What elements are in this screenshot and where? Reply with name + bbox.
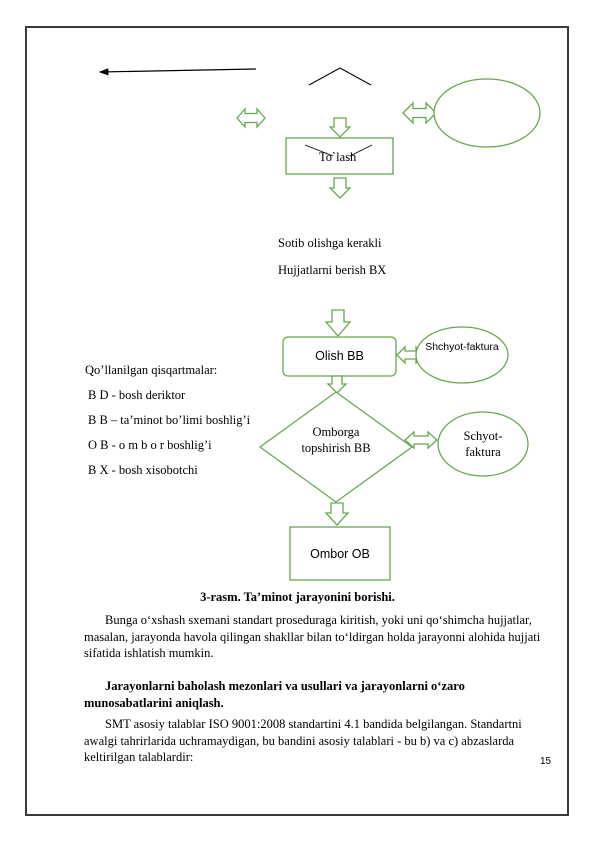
section-heading: Jarayonlarni baholash mezonlari va usullari va jarayonlarni o‘zaro munosabatlarini aniqlash. xyxy=(84,679,465,710)
schyot-label: Schyot-faktura xyxy=(463,429,503,459)
top-caret-lines xyxy=(309,68,371,85)
shchyot-ellipse xyxy=(416,327,508,383)
shchyot-label: Shchyot-faktura xyxy=(425,341,499,353)
legend-title: Qo’llanilgan qisqartmalar: xyxy=(85,363,218,377)
sotib-label-line2: Hujjatlarni berish BX xyxy=(278,263,387,277)
legend-item: O B - o m b o r boshlig’i xyxy=(88,438,212,452)
double-arrow-right-icon xyxy=(403,103,436,123)
olish-label: Olish BB xyxy=(315,349,364,363)
top-left-arrow xyxy=(100,69,256,72)
down-arrow-icon xyxy=(326,310,350,336)
sotib-label-line1: Sotib olishga kerakli xyxy=(278,236,382,250)
omborga-label: Omborga topshirish BB xyxy=(301,425,371,455)
paragraph-1: Bunga o‘xshash sxemani standart proseduraga kiritish, yoki uni qo‘shimcha hujjatlar, masalan, jarayonda havola qilingan shakllar bilan to‘ldirgan holda jarayonni alohida hujjati sifatida ishlatish mumkin. xyxy=(84,613,541,660)
top-right-ellipse xyxy=(434,79,540,147)
down-arrow-icon xyxy=(330,178,350,198)
down-arrow-icon xyxy=(326,503,348,525)
tolash-label: To`lash xyxy=(319,150,357,164)
figure-caption: 3-rasm. Ta’minot jarayonini borishi. xyxy=(200,590,395,604)
down-arrow-icon xyxy=(328,376,346,393)
legend-item: B X - bosh xisobotchi xyxy=(88,463,198,477)
page-number: 15 xyxy=(540,756,552,767)
ombor-label: Ombor OB xyxy=(310,547,370,561)
legend-item: B B – ta’minot bo’limi boshlig’i xyxy=(88,413,251,427)
double-arrow-left-icon xyxy=(237,109,265,127)
down-arrow-icon xyxy=(330,118,350,137)
paragraph-2: SMT asosiy talablar ISO 9001:2008 standartini 4.1 bandida belgilangan. Standartni awalgi tahrirlarida uchramaydigan, bu bandini asosiy talablari - bu b) va c) abzaslarda keltirilgan talablardir: xyxy=(84,717,522,764)
legend-item: B D - bosh deriktor xyxy=(88,388,186,402)
